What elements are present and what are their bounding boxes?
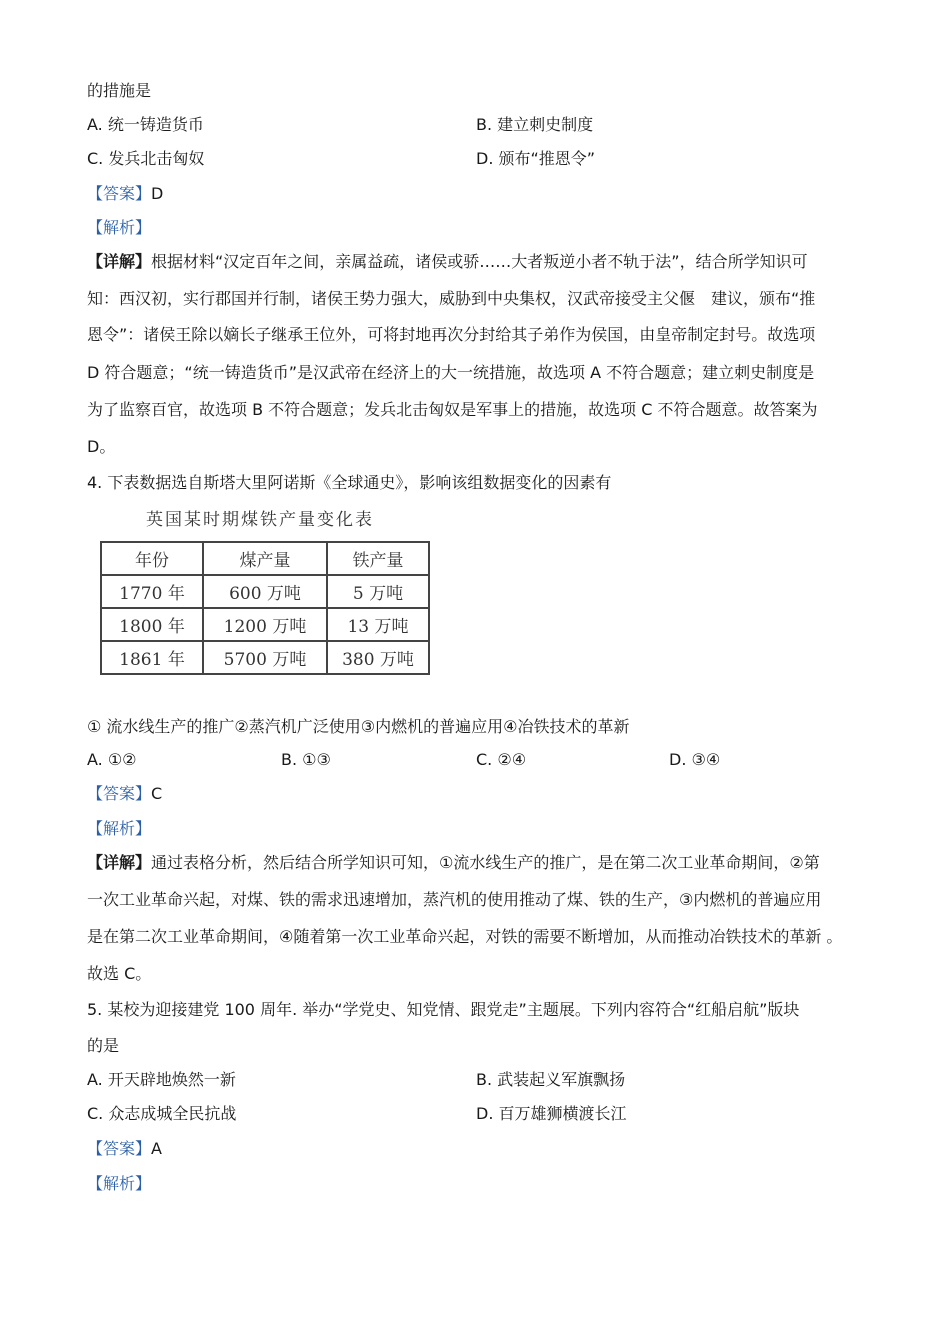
- q4-analysis-label: [87, 819, 151, 839]
- q3-answer-label: 【答案】: [87, 184, 152, 203]
- table-cell-year: 1861 年: [101, 641, 203, 674]
- table-header-coal: 煤产量: [203, 542, 327, 575]
- q3-detail-line-5: 为了监察百官，故选项 B 不符合题意；发兵北击匈奴是军事上的措施，故选项 C 不符合题意。故答案为: [87, 400, 818, 419]
- table-cell-year: 1770 年: [101, 575, 203, 608]
- q4-detail-text-1: 通过表格分析，然后结合所学知识可知，①流水线生产的推广，是在第二次工业革命期间，②第: [151, 853, 820, 872]
- q4-stem-text: 下表数据选自斯塔大里阿诺斯《全球通史》，影响该组数据变化的因素有: [107, 473, 612, 492]
- q5-stem-line-1: [87, 1000, 799, 1020]
- q4-analysis-tag: 【解析】: [87, 819, 152, 838]
- q5-analysis-label: [87, 1174, 151, 1194]
- q3-detail-line-6: D。: [87, 437, 116, 456]
- coal-iron-table: [100, 541, 430, 675]
- q3-answer-line: [87, 184, 163, 204]
- q3-stem-tail: 的措施是: [87, 81, 152, 100]
- q5-number: 5.: [87, 1000, 103, 1019]
- q4-detail-line-3: 是在第二次工业革命期间，④随着第一次工业革命兴起，对铁的需要不断增加，从而推动冶铁技术的革新 。: [87, 927, 843, 946]
- q5-analysis-tag: 【解析】: [87, 1174, 152, 1193]
- q3-detail-line-1: [87, 252, 808, 272]
- q5-option-d: D. 百万雄狮横渡长江: [476, 1104, 627, 1123]
- q4-option-d: D. ③④: [669, 750, 721, 769]
- table-cell-iron: 5 万吨: [327, 575, 429, 608]
- q3-option-a: A. 统一铸造货币: [87, 115, 204, 134]
- q4-stem: [87, 473, 611, 493]
- q5-answer-line: [87, 1139, 162, 1159]
- table-header-year: 年份: [101, 542, 203, 575]
- q4-answer-line: [87, 784, 162, 804]
- q5-stem-text: 某校为迎接建党 100 周年. 举办“学党史、知党情、跟党走”主题展。下列内容符合“红船启航”版块: [107, 1000, 800, 1019]
- q3-option-d: D. 颁布“推恩令”: [476, 149, 596, 168]
- table-header-iron: 铁产量: [327, 542, 429, 575]
- q4-option-c: C. ②④: [476, 750, 527, 769]
- q3-option-c: C. 发兵北击匈奴: [87, 149, 205, 168]
- table-row: [101, 641, 429, 674]
- q3-analysis-label: [87, 218, 151, 238]
- table-cell-iron: 13 万吨: [327, 608, 429, 641]
- q5-answer-label: 【答案】: [87, 1139, 152, 1158]
- q4-detail-line-4: 故选 C。: [87, 964, 152, 983]
- q4-option-a: A. ①②: [87, 750, 137, 769]
- q3-detail-line-3: 恩令”：诸侯王除以嫡长子继承王位外，可将封地再次分封给其子弟作为侯国，由皇帝制定封号。故选项: [87, 325, 816, 344]
- table-cell-year: 1800 年: [101, 608, 203, 641]
- q3-option-b: B. 建立刺史制度: [476, 115, 594, 134]
- q3-analysis-tag: 【解析】: [87, 218, 152, 237]
- table-row: [101, 608, 429, 641]
- table-cell-iron: 380 万吨: [327, 641, 429, 674]
- q3-detail-line-4: D 符合题意；“统一铸造货币”是汉武帝在经济上的大一统措施，故选项 A 不符合题意；建立刺史制度是: [87, 363, 815, 382]
- table-cell-coal: 600 万吨: [203, 575, 327, 608]
- q4-figure-title: 英国某时期煤铁产量变化表: [146, 510, 374, 530]
- q4-detail-line-1: [87, 853, 820, 873]
- table-row: [101, 575, 429, 608]
- q3-answer: D: [151, 184, 164, 203]
- q5-option-c: C. 众志成城全民抗战: [87, 1104, 237, 1123]
- q4-detail-label: 【详解】: [87, 853, 152, 872]
- q4-answer: C: [151, 784, 163, 803]
- q5-option-a: A. 开天辟地焕然一新: [87, 1070, 236, 1089]
- table-header-row: [101, 542, 429, 575]
- q5-stem-line-2: 的是: [87, 1036, 120, 1055]
- q4-factors: ① 流水线生产的推广②蒸汽机广泛使用③内燃机的普遍应用④冶铁技术的革新: [87, 717, 630, 736]
- q5-answer: A: [151, 1139, 162, 1158]
- q4-detail-line-2: 一次工业革命兴起，对煤、铁的需求迅速增加，蒸汽机的使用推动了煤、铁的生产，③内燃机的普遍应用: [87, 890, 822, 909]
- q5-option-b: B. 武装起义军旗飘扬: [476, 1070, 626, 1089]
- q4-answer-label: 【答案】: [87, 784, 152, 803]
- q4-option-b: B. ①③: [281, 750, 331, 769]
- table-cell-coal: 5700 万吨: [203, 641, 327, 674]
- table-cell-coal: 1200 万吨: [203, 608, 327, 641]
- q4-number: 4.: [87, 473, 103, 492]
- q3-detail-text-1: 根据材料“汉定百年之间，亲属益疏，诸侯或骄……大者叛逆小者不轨于法”，结合所学知识可: [151, 252, 808, 271]
- q3-detail-label: 【详解】: [87, 252, 152, 271]
- q3-detail-line-2: 知：西汉初，实行郡国并行制，诸侯王势力强大，威胁到中央集权，汉武帝接受主父偃 建议，颁布“推: [87, 289, 816, 308]
